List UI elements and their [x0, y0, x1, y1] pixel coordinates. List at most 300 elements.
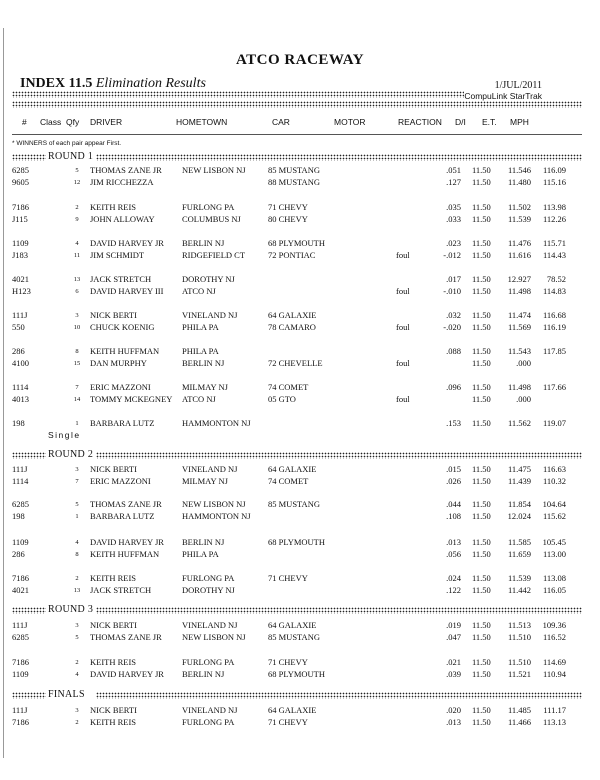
table-row	[0, 286, 600, 297]
cell-num: 111J	[12, 620, 28, 630]
cell-qfy: 5	[75, 167, 79, 174]
winners-note: * WINNERS of each pair appear First.	[12, 140, 122, 147]
cell-rt: .013	[446, 537, 461, 547]
cell-mph: 110.94	[542, 669, 566, 679]
dotted-rule	[96, 154, 582, 161]
cell-di: 11.50	[472, 418, 491, 428]
cell-di: 11.50	[472, 358, 491, 368]
cell-rt: .019	[446, 620, 461, 630]
cell-qfy: 2	[75, 575, 79, 582]
table-row	[0, 717, 600, 728]
cell-car: 71 CHEVY	[268, 657, 308, 667]
cell-car: 05 GTO	[268, 394, 296, 404]
cell-foul: foul	[396, 322, 410, 332]
cell-num: 286	[12, 549, 25, 559]
cell-driver: JACK STRETCH	[90, 585, 152, 595]
col-header-et: E.T.	[482, 117, 497, 127]
cell-driver: KEITH REIS	[90, 657, 137, 667]
table-row	[0, 250, 600, 261]
cell-mph: 105.45	[542, 537, 566, 547]
cell-num: 4021	[12, 585, 29, 595]
cell-et: 11.466	[507, 717, 531, 727]
cell-mph: 114.43	[542, 250, 566, 260]
round-header	[12, 605, 582, 616]
table-row-winner	[0, 620, 600, 631]
cell-di: 11.50	[472, 657, 491, 667]
cell-qfy: 15	[73, 360, 81, 367]
cell-et: 11.539	[507, 214, 531, 224]
cell-qfy: 12	[73, 179, 81, 186]
cell-di: 11.50	[472, 202, 491, 212]
cell-qfy: 2	[75, 719, 79, 726]
cell-di: 11.50	[472, 346, 491, 356]
col-header-mph: MPH	[510, 117, 529, 127]
cell-town: BERLIN NJ	[182, 358, 225, 368]
cell-car: 68 PLYMOUTH	[268, 238, 325, 248]
cell-town: PHILA PA	[182, 322, 219, 332]
table-row	[0, 549, 600, 560]
cell-et: 11.502	[507, 202, 531, 212]
dotted-rule	[12, 692, 46, 699]
cell-rt: .033	[446, 214, 461, 224]
single-run-label: Single	[48, 430, 81, 440]
table-row-winner	[0, 464, 600, 475]
table-row-winner	[0, 202, 600, 213]
cell-mph: 78.52	[546, 274, 566, 284]
cell-rt: .024	[446, 573, 461, 583]
cell-driver: NICK BERTI	[90, 310, 137, 320]
cell-et: .000	[516, 358, 531, 368]
cell-mph: 116.19	[542, 322, 566, 332]
cell-town: NEW LISBON NJ	[182, 499, 246, 509]
cell-car: 71 CHEVY	[268, 573, 308, 583]
cell-num: 1114	[12, 382, 29, 392]
cell-qfy: 2	[75, 659, 79, 666]
cell-di: 11.50	[472, 165, 491, 175]
cell-town: PHILA PA	[182, 549, 219, 559]
cell-mph: 110.32	[542, 476, 566, 486]
cell-qfy: 5	[75, 634, 79, 641]
cell-et: 11.474	[507, 310, 531, 320]
cell-di: 11.50	[472, 549, 491, 559]
cell-rt: .044	[446, 499, 461, 509]
table-row	[0, 585, 600, 596]
table-row	[0, 476, 600, 487]
cell-di: 11.50	[472, 274, 491, 284]
dotted-rule	[12, 452, 46, 459]
cell-driver: THOMAS ZANE JR	[90, 632, 162, 642]
cell-num: 550	[12, 322, 25, 332]
cell-qfy: 8	[75, 551, 79, 558]
cell-driver: DAVID HARVEY JR	[90, 669, 164, 679]
table-row-winner	[0, 573, 600, 584]
round-label: ROUND 2	[48, 449, 94, 460]
cell-et: 11.475	[507, 464, 531, 474]
cell-town: DOROTHY NJ	[182, 585, 235, 595]
cell-rt: .096	[446, 382, 461, 392]
cell-di: 11.50	[472, 250, 491, 260]
cell-mph: 113.08	[542, 573, 566, 583]
event-date: 1/JUL/2011	[494, 80, 542, 91]
col-header-motor: MOTOR	[334, 117, 366, 127]
cell-driver: TOMMY MCKEGNEY	[90, 394, 173, 404]
round-header	[12, 690, 582, 701]
col-header-driver: DRIVER	[90, 117, 123, 127]
col-header-qfy: Qfy	[66, 117, 80, 127]
cell-num: 7186	[12, 717, 29, 727]
cell-rt: .015	[446, 464, 461, 474]
cell-qfy: 14	[73, 396, 81, 403]
cell-mph: 113.13	[542, 717, 566, 727]
cell-mph: 117.66	[542, 382, 566, 392]
col-header-hometown: HOMETOWN	[176, 117, 228, 127]
cell-num: 1114	[12, 476, 29, 486]
cell-qfy: 11	[73, 252, 81, 259]
cell-car: 85 MUSTANG	[268, 632, 320, 642]
cell-num: 4100	[12, 358, 29, 368]
cell-et: 11.498	[507, 286, 531, 296]
cell-di: 11.50	[472, 620, 491, 630]
cell-et: 11.659	[507, 549, 531, 559]
cell-rt: .013	[446, 717, 461, 727]
cell-rt: .088	[446, 346, 461, 356]
cell-et: .000	[516, 394, 531, 404]
cell-driver: KEITH REIS	[90, 202, 137, 212]
cell-town: FURLONG PA	[182, 657, 235, 667]
cell-num: 111J	[12, 310, 28, 320]
table-row-winner	[0, 418, 600, 429]
cell-car: 78 CAMARO	[268, 322, 316, 332]
cell-driver: THOMAS ZANE JR	[90, 165, 162, 175]
cell-town: VINELAND NJ	[182, 705, 238, 715]
table-row-winner	[0, 537, 600, 548]
cell-di: 11.50	[472, 394, 491, 404]
cell-et: 11.439	[507, 476, 531, 486]
cell-et: 12.024	[507, 511, 531, 521]
cell-car: 72 PONTIAC	[268, 250, 316, 260]
table-row-winner	[0, 274, 600, 285]
cell-driver: NICK BERTI	[90, 620, 137, 630]
col-header-class: Class	[40, 117, 62, 127]
cell-foul: foul	[396, 286, 410, 296]
table-row	[0, 632, 600, 643]
dotted-rule	[12, 91, 464, 98]
cell-mph: 104.64	[542, 499, 566, 509]
table-row-winner	[0, 705, 600, 716]
cell-qfy: 3	[75, 466, 79, 473]
dotted-rule	[96, 452, 582, 459]
cell-qfy: 4	[75, 671, 79, 678]
cell-town: VINELAND NJ	[182, 310, 238, 320]
cell-car: 74 COMET	[268, 476, 309, 486]
cell-driver: BARBARA LUTZ	[90, 418, 155, 428]
round-label: ROUND 3	[48, 604, 94, 615]
col-header-di: D/I	[455, 117, 466, 127]
header-rule	[12, 134, 582, 135]
cell-qfy: 1	[75, 513, 79, 520]
cell-di: 11.50	[472, 573, 491, 583]
cell-mph: 113.00	[542, 549, 566, 559]
cell-town: HAMMONTON NJ	[182, 511, 251, 521]
cell-et: 11.498	[507, 382, 531, 392]
cell-mph: 116.63	[542, 464, 566, 474]
cell-town: VINELAND NJ	[182, 620, 238, 630]
cell-di: 11.50	[472, 214, 491, 224]
cell-di: 11.50	[472, 717, 491, 727]
cell-foul: foul	[396, 358, 410, 368]
cell-mph: 116.09	[542, 165, 566, 175]
cell-rt: .153	[446, 418, 461, 428]
cell-di: 11.50	[472, 310, 491, 320]
cell-num: 6285	[12, 499, 29, 509]
cell-et: 11.543	[507, 346, 531, 356]
cell-town: ATCO NJ	[182, 394, 216, 404]
table-row-winner	[0, 657, 600, 668]
cell-rt: -.010	[443, 286, 461, 296]
cell-driver: BARBARA LUTZ	[90, 511, 155, 521]
cell-qfy: 8	[75, 348, 79, 355]
cell-et: 11.476	[507, 238, 531, 248]
cell-town: NEW LISBON NJ	[182, 165, 246, 175]
page-title: ATCO RACEWAY	[235, 52, 365, 68]
cell-town: MILMAY NJ	[182, 476, 228, 486]
table-row	[0, 669, 600, 680]
cell-qfy: 7	[75, 478, 79, 485]
cell-et: 11.569	[507, 322, 531, 332]
table-row	[0, 322, 600, 333]
table-row	[0, 358, 600, 369]
table-row-winner	[0, 499, 600, 510]
cell-town: NEW LISBON NJ	[182, 632, 246, 642]
cell-car: 71 CHEVY	[268, 717, 308, 727]
cell-qfy: 3	[75, 707, 79, 714]
cell-rt: -.020	[443, 322, 461, 332]
cell-rt: .017	[446, 274, 461, 284]
cell-qfy: 9	[75, 216, 79, 223]
cell-di: 11.50	[472, 322, 491, 332]
cell-di: 11.50	[472, 511, 491, 521]
cell-di: 11.50	[472, 632, 491, 642]
cell-rt: .026	[446, 476, 461, 486]
table-row	[0, 214, 600, 225]
cell-et: 11.521	[507, 669, 531, 679]
cell-town: VINELAND NJ	[182, 464, 238, 474]
cell-et: 11.510	[507, 657, 531, 667]
cell-mph: 115.62	[542, 511, 566, 521]
cell-num: 1109	[12, 669, 29, 679]
cell-rt: .127	[446, 177, 461, 187]
round-label: ROUND 1	[48, 151, 94, 162]
dotted-rule	[12, 607, 46, 614]
cell-di: 11.50	[472, 464, 491, 474]
software-label: CompuLink StarTrak	[464, 91, 542, 101]
cell-driver: NICK BERTI	[90, 464, 137, 474]
cell-mph: 116.68	[542, 310, 566, 320]
cell-town: FURLONG PA	[182, 717, 235, 727]
cell-driver: DAVID HARVEY JR	[90, 537, 164, 547]
cell-qfy: 7	[75, 384, 79, 391]
cell-et: 12.927	[507, 274, 531, 284]
cell-et: 11.585	[507, 537, 531, 547]
cell-di: 11.50	[472, 238, 491, 248]
cell-qfy: 10	[73, 324, 81, 331]
cell-town: RIDGEFIELD CT	[182, 250, 246, 260]
cell-driver: JIM RICCHEZZA	[90, 177, 154, 187]
col-header-reaction: REACTION	[398, 117, 442, 127]
col-header-car: CAR	[272, 117, 290, 127]
index-subtitle: Elimination Results	[95, 76, 206, 91]
cell-foul: foul	[396, 394, 410, 404]
cell-rt: -.012	[443, 250, 461, 260]
dotted-rule	[12, 101, 582, 108]
cell-num: 198	[12, 418, 25, 428]
cell-car: 68 PLYMOUTH	[268, 537, 325, 547]
dotted-rule	[12, 154, 46, 161]
cell-num: 7186	[12, 657, 29, 667]
cell-car: 71 CHEVY	[268, 202, 308, 212]
cell-et: 11.539	[507, 573, 531, 583]
table-row-winner	[0, 382, 600, 393]
cell-town: HAMMONTON NJ	[182, 418, 251, 428]
cell-num: 198	[12, 511, 25, 521]
cell-di: 11.50	[472, 705, 491, 715]
cell-driver: ERIC MAZZONI	[90, 476, 151, 486]
cell-di: 11.50	[472, 669, 491, 679]
cell-driver: JACK STRETCH	[90, 274, 152, 284]
table-row-winner	[0, 346, 600, 357]
cell-car: 64 GALAXIE	[268, 705, 317, 715]
cell-qfy: 6	[75, 288, 79, 295]
cell-mph: 112.26	[542, 214, 566, 224]
cell-town: BERLIN NJ	[182, 537, 225, 547]
cell-num: 7186	[12, 202, 29, 212]
cell-rt: .032	[446, 310, 461, 320]
cell-num: 1109	[12, 238, 29, 248]
table-row	[0, 511, 600, 522]
cell-qfy: 3	[75, 312, 79, 319]
cell-num: 111J	[12, 705, 28, 715]
cell-et: 11.546	[507, 165, 531, 175]
cell-num: J115	[12, 214, 28, 224]
cell-et: 11.485	[507, 705, 531, 715]
cell-num: 111J	[12, 464, 28, 474]
cell-num: 4021	[12, 274, 29, 284]
cell-town: MILMAY NJ	[182, 382, 228, 392]
cell-num: 286	[12, 346, 25, 356]
cell-et: 11.513	[507, 620, 531, 630]
cell-car: 80 CHEVY	[268, 214, 308, 224]
cell-et: 11.562	[507, 418, 531, 428]
cell-rt: .056	[446, 549, 461, 559]
round-label: FINALS	[48, 689, 85, 700]
cell-town: FURLONG PA	[182, 573, 235, 583]
cell-di: 11.50	[472, 286, 491, 296]
cell-qfy: 4	[75, 539, 79, 546]
cell-mph: 109.36	[542, 620, 566, 630]
cell-qfy: 4	[75, 240, 79, 247]
cell-qfy: 5	[75, 501, 79, 508]
cell-car: 85 MUSTANG	[268, 499, 320, 509]
round-header	[12, 450, 582, 461]
cell-driver: KEITH HUFFMAN	[90, 549, 160, 559]
cell-rt: .122	[446, 585, 461, 595]
cell-town: BERLIN NJ	[182, 669, 225, 679]
cell-et: 11.616	[507, 250, 531, 260]
cell-driver: ERIC MAZZONI	[90, 382, 151, 392]
cell-num: J183	[12, 250, 29, 260]
cell-town: BERLIN NJ	[182, 238, 225, 248]
cell-mph: 116.52	[542, 632, 566, 642]
cell-qfy: 13	[73, 587, 81, 594]
cell-car: 64 GALAXIE	[268, 464, 317, 474]
cell-rt: .047	[446, 632, 461, 642]
cell-di: 11.50	[472, 476, 491, 486]
cell-mph: 114.83	[542, 286, 566, 296]
cell-driver: THOMAS ZANE JR	[90, 499, 162, 509]
cell-qfy: 3	[75, 622, 79, 629]
dotted-rule	[96, 607, 582, 614]
table-row-winner	[0, 165, 600, 176]
left-margin-line	[3, 28, 4, 758]
cell-rt: .035	[446, 202, 461, 212]
dotted-rule	[96, 692, 582, 699]
table-row-winner	[0, 238, 600, 249]
cell-rt: .051	[446, 165, 461, 175]
table-row	[0, 177, 600, 188]
cell-car: 68 PLYMOUTH	[268, 669, 325, 679]
cell-rt: .023	[446, 238, 461, 248]
cell-foul: foul	[396, 250, 410, 260]
cell-mph: 113.98	[542, 202, 566, 212]
cell-car: 64 GALAXIE	[268, 620, 317, 630]
cell-driver: KEITH HUFFMAN	[90, 346, 160, 356]
cell-driver: JOHN ALLOWAY	[90, 214, 155, 224]
cell-mph: 117.85	[542, 346, 566, 356]
cell-town: PHILA PA	[182, 346, 219, 356]
cell-mph: 115.71	[542, 238, 566, 248]
cell-town: FURLONG PA	[182, 202, 235, 212]
cell-driver: DAN MURPHY	[90, 358, 147, 368]
cell-car: 74 COMET	[268, 382, 309, 392]
cell-di: 11.50	[472, 177, 491, 187]
cell-mph: 116.05	[542, 585, 566, 595]
col-header-num: #	[22, 117, 27, 127]
cell-rt: .020	[446, 705, 461, 715]
cell-et: 11.510	[507, 632, 531, 642]
index-label: INDEX 11.5	[20, 76, 93, 91]
cell-et: 11.480	[507, 177, 531, 187]
cell-town: ATCO NJ	[182, 286, 216, 296]
cell-di: 11.50	[472, 537, 491, 547]
cell-qfy: 13	[73, 276, 81, 283]
cell-di: 11.50	[472, 585, 491, 595]
round-header	[12, 152, 582, 163]
cell-driver: DAVID HARVEY JR	[90, 238, 164, 248]
cell-et: 11.854	[507, 499, 531, 509]
cell-rt: .021	[446, 657, 461, 667]
cell-num: H123	[12, 286, 31, 296]
cell-mph: 119.07	[542, 418, 566, 428]
cell-car: 72 CHEVELLE	[268, 358, 323, 368]
cell-et: 11.442	[507, 585, 531, 595]
cell-num: 6285	[12, 165, 29, 175]
cell-driver: KEITH REIS	[90, 717, 137, 727]
cell-rt: .108	[446, 511, 461, 521]
cell-town: DOROTHY NJ	[182, 274, 235, 284]
cell-driver: KEITH REIS	[90, 573, 137, 583]
cell-driver: DAVID HARVEY III	[90, 286, 164, 296]
table-row-winner	[0, 310, 600, 321]
